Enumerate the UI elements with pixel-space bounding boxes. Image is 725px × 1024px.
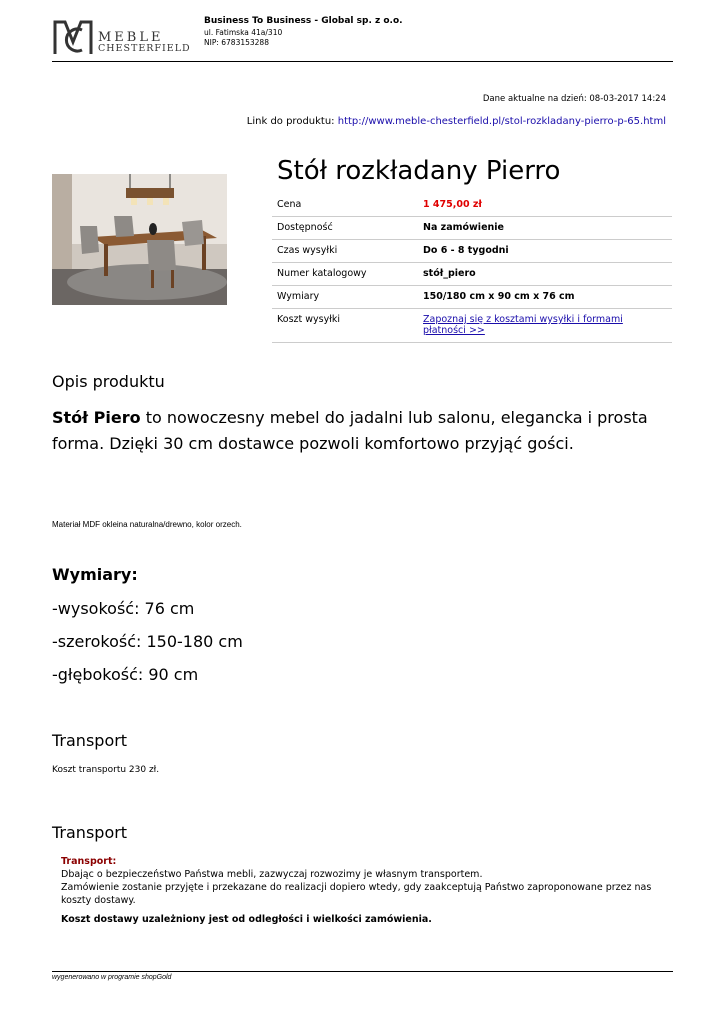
material-note: Materiał MDF okleina naturalna/drewno, kolor orzech. — [52, 520, 242, 529]
footer-text: wygenerowano w programie shopGold — [52, 974, 172, 981]
dining-table-photo — [52, 174, 227, 305]
description-lead — [52, 405, 672, 457]
product-link-label: Link do produktu: — [246, 116, 335, 127]
spec-row-shipping-time — [272, 240, 672, 263]
spec-value: stół_piero — [418, 263, 672, 286]
logo-text-meble: MEBLE — [98, 30, 164, 45]
company-nip: NIP: 6783153288 — [204, 38, 269, 47]
dimensions-heading: Wymiary: — [52, 565, 138, 584]
spec-table — [272, 194, 672, 343]
product-link-row — [247, 116, 666, 127]
transport-line-2: Zamówienie zostanie przyjęte i przekazane do realizacji dopiero wtedy, gdy zaakceptują Państwo zaproponowane przez nas koszty dostawy. — [61, 882, 652, 906]
spec-row-dimensions — [272, 286, 672, 309]
spec-key: Dostępność — [272, 217, 418, 240]
transport-info — [61, 855, 661, 926]
spec-row-price — [272, 194, 672, 217]
transport-bold-note: Koszt dostawy uzależniony jest od odległości i wielkości zamówienia. — [61, 914, 432, 925]
company-address: ul. Fatimska 41a/310 — [204, 28, 283, 37]
spec-key: Wymiary — [272, 286, 418, 309]
transport-line-1: Dbając o bezpieczeństwo Państwa mebli, zazwyczaj rozwozimy je własnym transportem. — [61, 869, 483, 880]
spec-key: Koszt wysyłki — [272, 309, 418, 343]
lead-text: to nowoczesny mebel do jadalni lub salonu, elegancka i prosta forma. Dzięki 30 cm dostawce pozwoli komfortowo przyjąć gości. — [52, 408, 648, 453]
data-date: Dane aktualne na dzień: 08-03-2017 14:24 — [482, 94, 666, 104]
header-divider — [52, 61, 673, 62]
spec-row-shipping-cost — [272, 309, 672, 343]
shipping-info-link[interactable]: Zapoznaj się z kosztami wysyłki i formami płatności >> — [423, 314, 623, 336]
spec-key: Cena — [272, 194, 418, 217]
spec-row-catalog-number — [272, 263, 672, 286]
spec-key: Czas wysyłki — [272, 240, 418, 263]
spec-value: 150/180 cm x 90 cm x 76 cm — [418, 286, 672, 309]
spec-value: Na zamówienie — [418, 217, 672, 240]
company-name: Business To Business - Global sp. z o.o. — [204, 16, 403, 26]
transport-heading-2: Transport — [52, 823, 128, 842]
lead-bold: Stół Piero — [52, 408, 141, 427]
dimension-height: -wysokość: 76 cm — [52, 599, 195, 618]
transport-cost: Koszt transportu 230 zł. — [52, 765, 160, 775]
spec-key: Numer katalogowy — [272, 263, 418, 286]
spec-value-cell — [418, 309, 672, 343]
spec-row-availability — [272, 217, 672, 240]
product-link[interactable]: http://www.meble-chesterfield.pl/stol-rozkladany-pierro-p-65.html — [337, 116, 666, 127]
dimension-width: -szerokość: 150-180 cm — [52, 632, 243, 651]
spec-value: Do 6 - 8 tygodni — [418, 240, 672, 263]
transport-heading: Transport — [52, 731, 128, 750]
mc-monogram-icon — [52, 16, 94, 58]
company-logo — [52, 16, 191, 58]
transport-label: Transport: — [61, 856, 117, 867]
footer-divider — [52, 971, 673, 972]
description-heading: Opis produktu — [52, 372, 165, 391]
dimension-depth: -głębokość: 90 cm — [52, 665, 199, 684]
price-value: 1 475,00 zł — [418, 194, 672, 217]
logo-text-chesterfield: CHESTERFIELD — [98, 43, 191, 54]
product-title: Stół rozkładany Pierro — [277, 156, 561, 186]
